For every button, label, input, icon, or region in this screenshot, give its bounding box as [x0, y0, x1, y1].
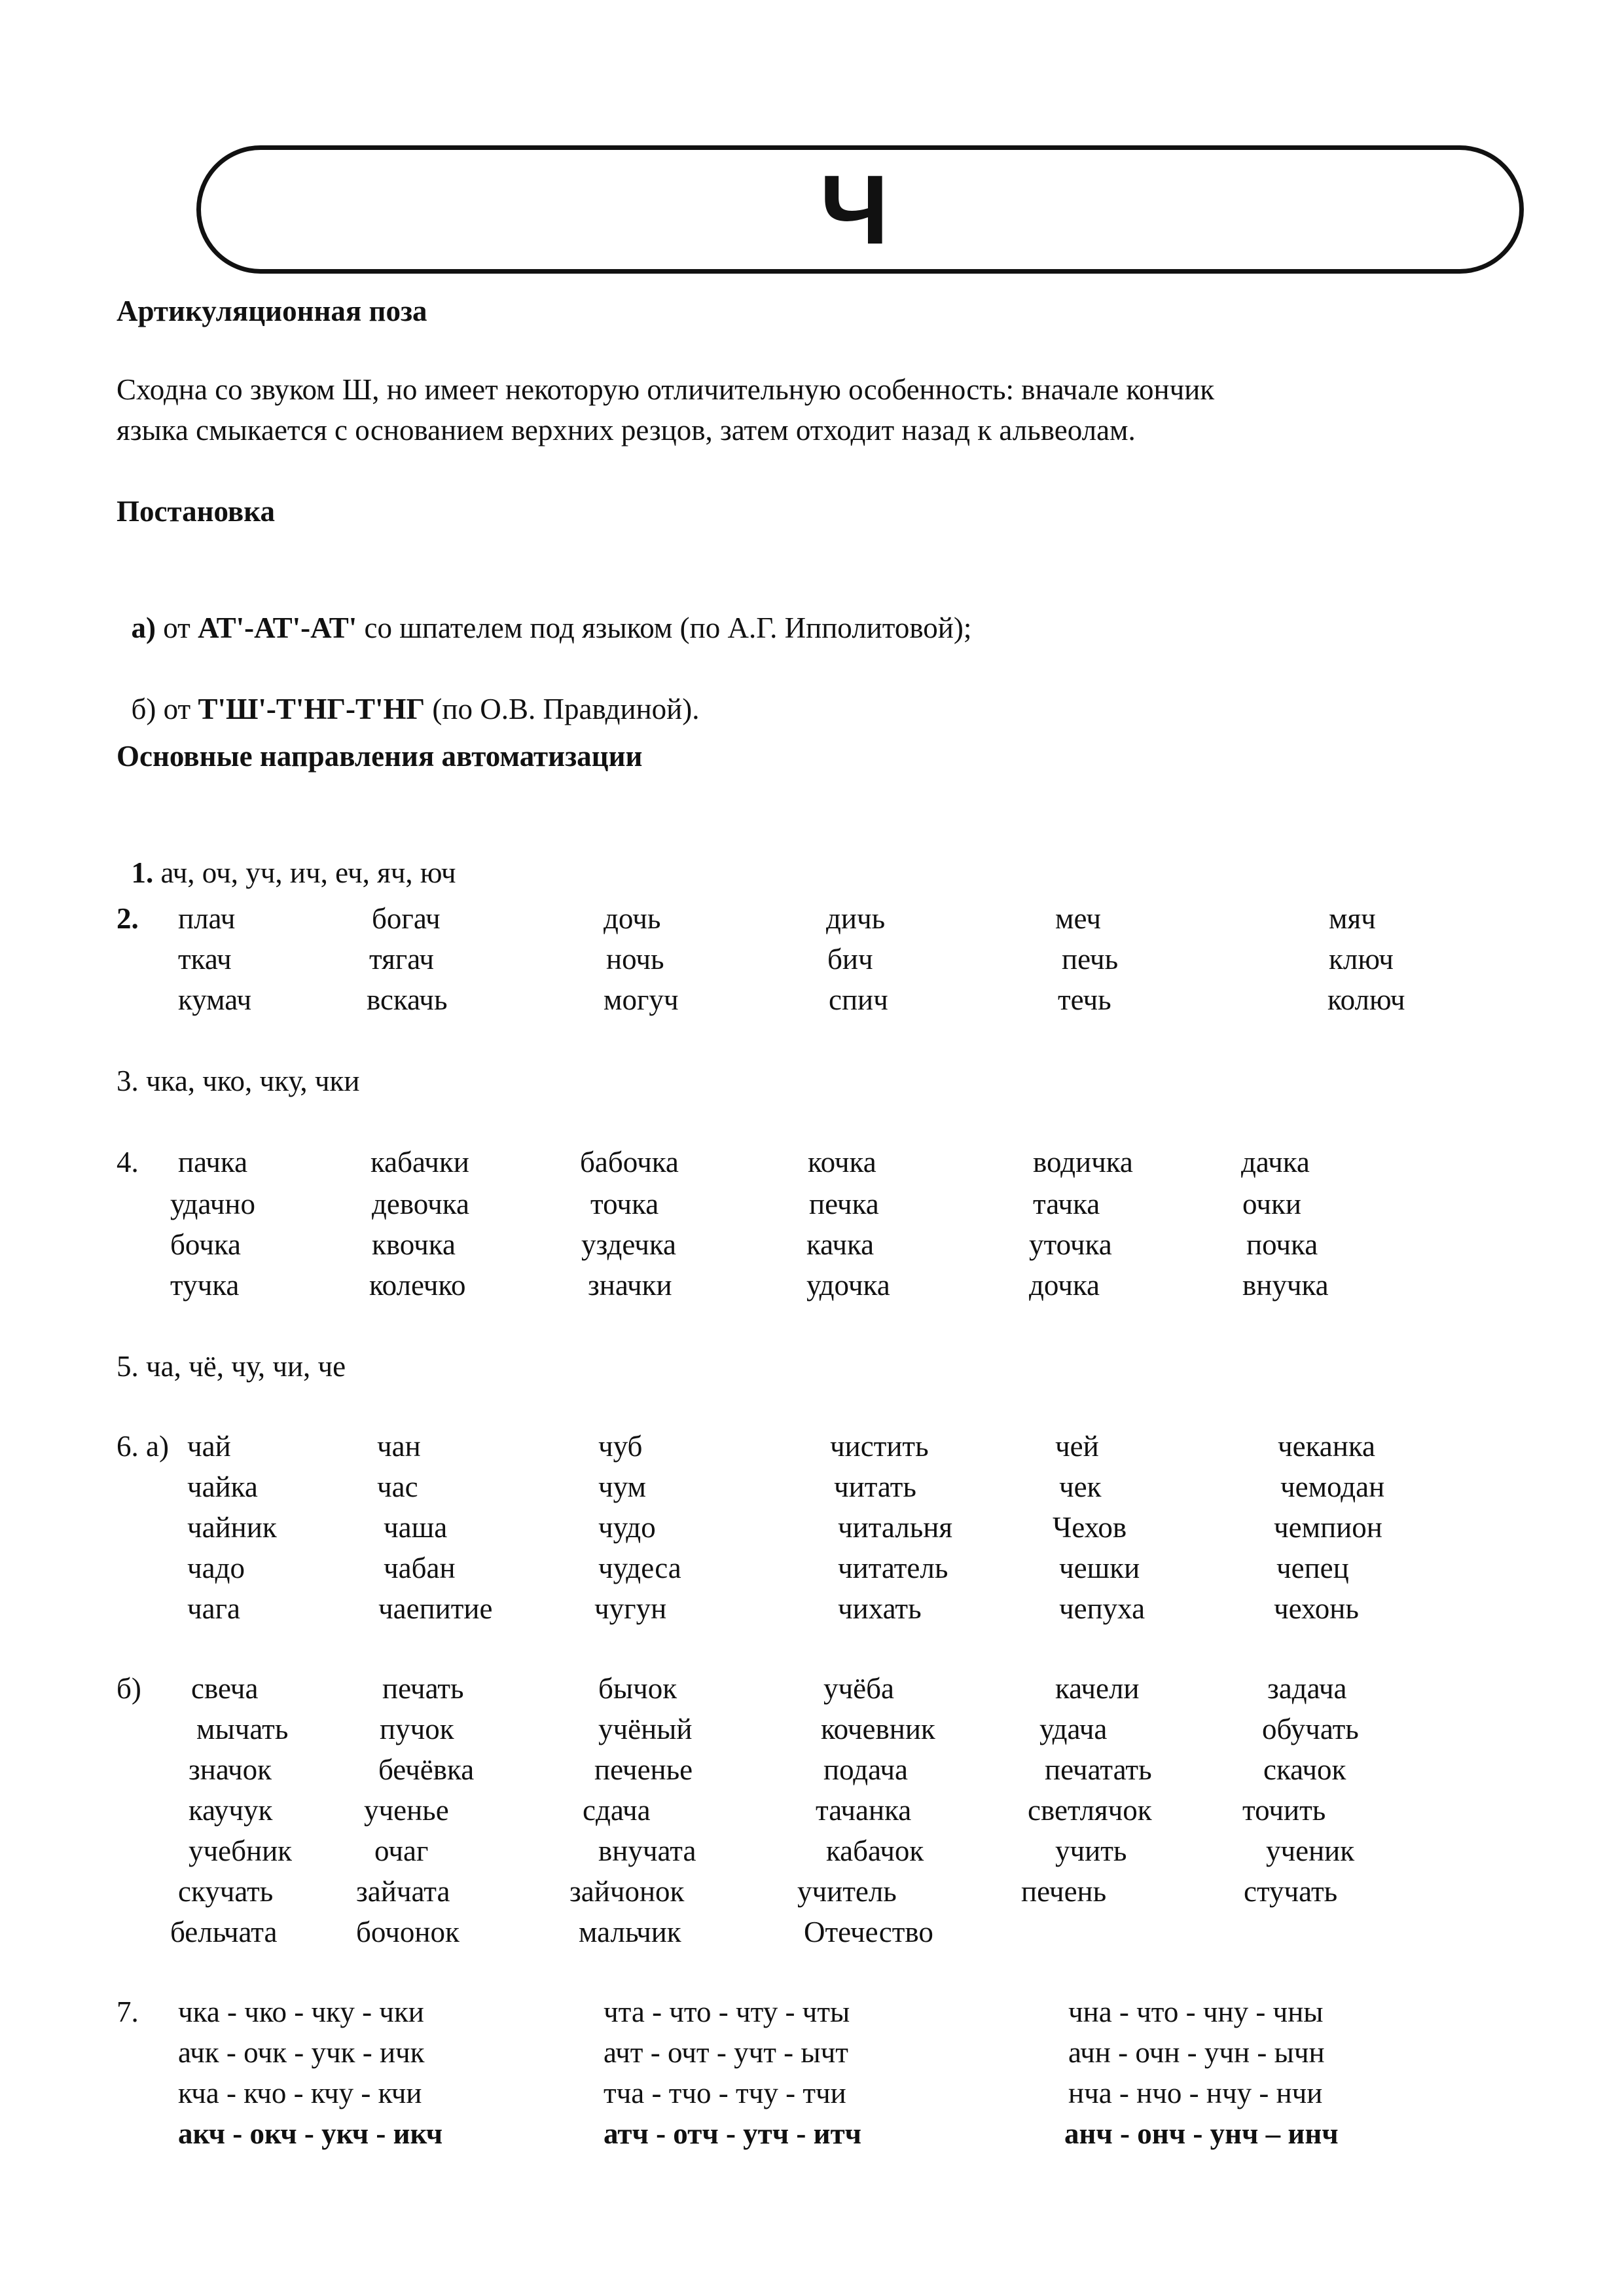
automation-heading: Основные направления автоматизации: [117, 740, 643, 773]
word: чек: [1059, 1470, 1102, 1503]
word: чеканка: [1278, 1430, 1375, 1463]
section-5: 5. ча, чё, чу, чи, че: [117, 1350, 346, 1383]
word: бечёвка: [378, 1753, 475, 1786]
word: тучка: [170, 1269, 240, 1302]
word: уздечка: [581, 1228, 676, 1261]
word: чум: [598, 1470, 647, 1503]
section-2-number: 2.: [117, 902, 139, 935]
word: пучок: [380, 1713, 454, 1745]
word: чугун: [594, 1592, 667, 1625]
word: чайка: [187, 1470, 258, 1503]
articulation-text-line-2: языка смыкается с основанием верхних резцов, затем отходит назад к альвеолам.: [117, 414, 1136, 446]
word: бельчата: [170, 1916, 278, 1948]
word: учебник: [189, 1834, 293, 1867]
word: мычать: [196, 1713, 289, 1745]
word: ученье: [364, 1794, 449, 1827]
word: вскачь: [367, 983, 448, 1016]
word: меч: [1055, 902, 1101, 935]
word: учитель: [797, 1875, 897, 1908]
word: читатель: [838, 1552, 948, 1584]
word: значки: [588, 1269, 672, 1302]
word: чемпион: [1274, 1511, 1382, 1544]
word: богач: [372, 902, 441, 935]
word: каучук: [189, 1794, 273, 1827]
word: плач: [178, 902, 236, 935]
word: почка: [1246, 1228, 1318, 1261]
word: час: [377, 1470, 418, 1503]
word: чан: [377, 1430, 421, 1463]
word: печь: [1062, 943, 1119, 975]
section-6b-number: б): [117, 1672, 141, 1705]
word: читать: [834, 1470, 916, 1503]
word: точка: [590, 1188, 659, 1220]
word: пачка: [178, 1146, 248, 1178]
word: ученик: [1266, 1834, 1355, 1867]
word: печенье: [594, 1753, 693, 1786]
word: чешки: [1059, 1552, 1140, 1584]
word: чай: [187, 1430, 231, 1463]
word: свеча: [191, 1672, 259, 1705]
word: кабачок: [826, 1834, 924, 1867]
word: дочка: [1029, 1269, 1100, 1302]
setup-b-label: б) от: [131, 693, 191, 725]
word: очки: [1242, 1188, 1301, 1220]
section-1-number: 1.: [131, 856, 154, 889]
word: чихать: [838, 1592, 922, 1625]
word: колюч: [1327, 983, 1405, 1016]
syllable-chain: ачк - очк - учк - ичк: [178, 2036, 425, 2069]
word: чаша: [384, 1511, 448, 1544]
word: кабачки: [370, 1146, 469, 1178]
word: тягач: [369, 943, 435, 975]
word: зайчата: [356, 1875, 450, 1908]
syllable-chain: нча - нчо - нчу - нчи: [1068, 2077, 1323, 2109]
syllable-chain: тча - тчо - тчу - тчи: [604, 2077, 846, 2109]
banner-letter: Ч: [820, 155, 889, 264]
word: спич: [829, 983, 888, 1016]
word: чепуха: [1059, 1592, 1146, 1625]
word: дачка: [1241, 1146, 1310, 1178]
word: мальчик: [579, 1916, 681, 1948]
syllable-chain: акч - окч - укч - икч: [178, 2117, 443, 2150]
syllable-chain: чта - что - чту - чты: [604, 1995, 850, 2028]
word: уточка: [1029, 1228, 1112, 1261]
word: читальня: [838, 1511, 953, 1544]
word: светлячок: [1028, 1794, 1152, 1827]
word: печатать: [1045, 1753, 1152, 1786]
word: очаг: [374, 1834, 429, 1867]
word: чудо: [598, 1511, 656, 1544]
word: бабочка: [580, 1146, 679, 1178]
word: чемодан: [1280, 1470, 1385, 1503]
word: бочонок: [356, 1916, 460, 1948]
word: мяч: [1329, 902, 1376, 935]
word: зайчонок: [569, 1875, 685, 1908]
word: удочка: [806, 1269, 890, 1302]
word: печка: [809, 1188, 879, 1220]
word: Отечество: [804, 1916, 933, 1948]
word: чайник: [187, 1511, 277, 1544]
word: бич: [827, 943, 873, 975]
articulation-text-line-1: Сходна со звуком Ш, но имеет некоторую отличительную особенность: вначале кончик: [117, 373, 1215, 406]
word: обучать: [1262, 1713, 1359, 1745]
word: подача: [823, 1753, 908, 1786]
section-3: 3. чка, чко, чку, чки: [117, 1065, 360, 1097]
setup-b-syllables: Т'Ш'-Т'НГ-Т'НГ: [198, 693, 425, 725]
word: квочка: [372, 1228, 456, 1261]
word: могуч: [604, 983, 679, 1016]
word: чепец: [1276, 1552, 1349, 1584]
word: чаепитие: [378, 1592, 493, 1625]
section-7-number: 7.: [117, 1995, 139, 2028]
word: девочка: [372, 1188, 469, 1220]
word: учить: [1055, 1834, 1127, 1867]
word: значок: [189, 1753, 272, 1786]
word: удача: [1039, 1713, 1108, 1745]
word: учёба: [823, 1672, 894, 1705]
section-1: [117, 820, 456, 890]
syllable-chain: ачт - очт - учт - ычт: [604, 2036, 848, 2069]
word: чадо: [187, 1552, 245, 1584]
syllable-chain: чка - чко - чку - чки: [178, 1995, 424, 2028]
word: внучата: [598, 1834, 696, 1867]
word: печень: [1021, 1875, 1107, 1908]
word: удачно: [170, 1188, 255, 1220]
word: кочевник: [821, 1713, 935, 1745]
word: чудеса: [598, 1552, 681, 1584]
word: дичь: [826, 902, 886, 935]
word: бычок: [598, 1672, 677, 1705]
word: скучать: [178, 1875, 274, 1908]
syllable-chain: анч - онч - унч – инч: [1064, 2117, 1339, 2150]
section-1-text: ач, оч, уч, ич, еч, яч, юч: [160, 856, 456, 889]
word: ключ: [1329, 943, 1394, 975]
word: печать: [382, 1672, 464, 1705]
articulation-heading: Артикуляционная поза: [117, 295, 427, 327]
word: чистить: [830, 1430, 929, 1463]
word: дочь: [604, 902, 661, 935]
word: стучать: [1244, 1875, 1338, 1908]
word: ткач: [178, 943, 232, 975]
word: чабан: [384, 1552, 456, 1584]
word: учёный: [598, 1713, 693, 1745]
setup-a-from: от: [163, 611, 190, 644]
setup-method-b: [117, 656, 699, 727]
word: Чехов: [1053, 1511, 1127, 1544]
word: качели: [1055, 1672, 1140, 1705]
word: задача: [1267, 1672, 1347, 1705]
word: чуб: [598, 1430, 643, 1463]
word: кочка: [808, 1146, 876, 1178]
word: скачок: [1263, 1753, 1346, 1786]
word: водичка: [1033, 1146, 1133, 1178]
word: тачанка: [816, 1794, 912, 1827]
word: течь: [1058, 983, 1111, 1016]
syllable-chain: атч - отч - утч - итч: [604, 2117, 862, 2150]
word: бочка: [170, 1228, 242, 1261]
word: колечко: [369, 1269, 466, 1302]
word: внучка: [1242, 1269, 1329, 1302]
section-6a-number: 6. а): [117, 1430, 169, 1463]
setup-a-label: а): [131, 611, 156, 644]
word: тачка: [1033, 1188, 1100, 1220]
setup-a-syllables: АТ'-АТ'-АТ': [198, 611, 357, 644]
setup-a-rest: со шпателем под языком (по А.Г. Ипполитовой);: [364, 611, 972, 644]
word: качка: [806, 1228, 875, 1261]
word: кумач: [178, 983, 252, 1016]
syllable-chain: чна - что - чну - чны: [1068, 1995, 1324, 2028]
word: чага: [187, 1592, 241, 1625]
setup-method-a: [117, 575, 971, 646]
section-4-number: 4.: [117, 1146, 139, 1178]
setup-heading: Постановка: [117, 495, 275, 528]
syllable-chain: ачн - очн - учн - ычн: [1068, 2036, 1325, 2069]
word: чей: [1055, 1430, 1099, 1463]
word: точить: [1242, 1794, 1326, 1827]
word: ночь: [606, 943, 664, 975]
syllable-chain: кча - кчо - кчу - кчи: [178, 2077, 422, 2109]
word: сдача: [583, 1794, 651, 1827]
word: чехонь: [1274, 1592, 1359, 1625]
setup-b-rest: (по О.В. Правдиной).: [432, 693, 700, 725]
